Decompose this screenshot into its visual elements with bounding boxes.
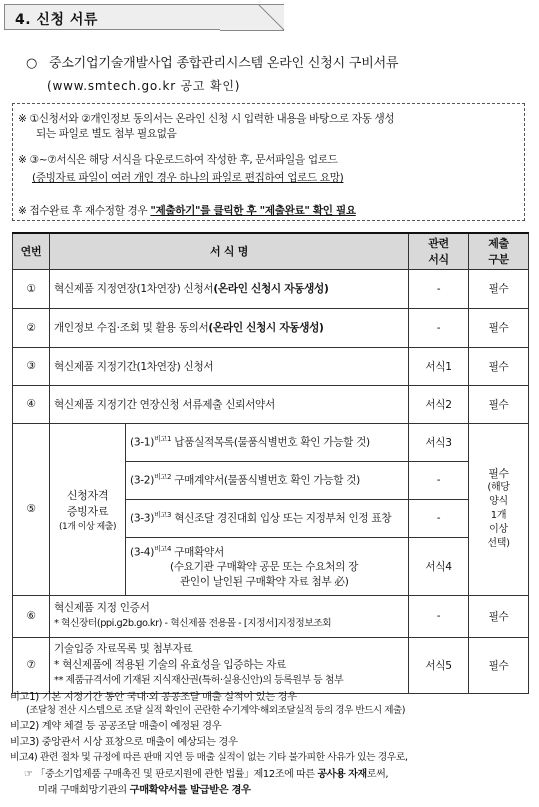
row-related: 서식1 bbox=[409, 347, 469, 385]
row-related: 서식2 bbox=[409, 385, 469, 423]
header-no: 연번 bbox=[13, 233, 50, 269]
table-row bbox=[13, 423, 529, 461]
row-related: - bbox=[409, 461, 469, 499]
row-submit: 필수 bbox=[469, 385, 529, 423]
row-submit: 필수 bbox=[469, 347, 529, 385]
group-label: 신청자격 증빙자료 (1개 이상 제출) bbox=[50, 423, 126, 595]
row-related: - bbox=[409, 595, 469, 637]
note-3-bold: "제출하기"를 클릭한 후 "제출완료" 확인 필요 bbox=[150, 205, 356, 217]
row-related: 서식3 bbox=[409, 423, 469, 461]
footnote-1b: (조달청 전산 시스템으로 조달 실적 확인이 곤란한 수기계약·해외조달실적 등의 경우 반드시 제출) bbox=[26, 705, 406, 716]
table-row bbox=[13, 347, 529, 385]
sub-item-3-4: $(3-4)^{비고4}$ 구매확약서 (수요기관 구매확약 공문 또는 수요처의 장 관인이 날인된 구매확약 자료 첨부 必) bbox=[126, 537, 409, 595]
row-name: 혁신제품 지정연장(1차연장) 신청서(온라인 신청시 자동생성) bbox=[50, 269, 409, 308]
note-1a: ※ ①신청서와 ②개인정보 동의서는 온라인 신청 시 입력한 내용을 바탕으로 자동 생성 bbox=[18, 113, 395, 125]
footnote-2: 비고2) 계약 체결 등 공공조달 매출이 예정된 경우 bbox=[10, 720, 222, 732]
intro-text: 중소기업기술개발사업 종합관리시스템 온라인 신청시 구비서류 bbox=[48, 56, 399, 71]
table-row bbox=[13, 269, 529, 308]
table-row bbox=[13, 595, 529, 637]
section-title: 4. 신청 서류 bbox=[15, 12, 98, 28]
document-table bbox=[12, 232, 529, 694]
note-2a: ※ ③~⑦서식은 해당 서식을 다운로드하여 작성한 후, 문서파일을 업로드 bbox=[18, 154, 338, 166]
row-submit: 필수 bbox=[469, 637, 529, 693]
row-related: 서식5 bbox=[409, 637, 469, 693]
note-2b bbox=[32, 170, 343, 185]
footnote-1a: 비고1) 기본 지정기간 동안 국내·외 공공조달 매출 실적이 있는 경우 bbox=[10, 691, 297, 703]
intro-line-2: (www.smtech.go.kr 공고 확인) bbox=[47, 79, 241, 93]
table-row bbox=[13, 308, 529, 347]
row-no: ⑤ bbox=[13, 423, 50, 595]
footnote-4b: ☞ 「중소기업제품 구매촉진 및 판로지원에 관한 법률」제12조에 따른 공사용 자재로써, bbox=[24, 769, 389, 780]
footnote-4a: 비고4) 관련 절차 및 규정에 따른 판매 지연 등 매출 실적이 없는 기타 불가피한 사유가 있는 경우로, bbox=[10, 752, 408, 763]
table-row bbox=[13, 385, 529, 423]
header-slant bbox=[220, 4, 290, 31]
row-no: ④ bbox=[13, 385, 50, 423]
row-submit: 필수 bbox=[469, 308, 529, 347]
footnote-3: 비고3) 중앙관서 시상 표창으로 매출이 예상되는 경우 bbox=[10, 736, 238, 748]
intro-line-1 bbox=[26, 52, 398, 71]
header-submit: 제출 구분 bbox=[469, 233, 529, 269]
row-submit: 필수 bbox=[469, 269, 529, 308]
table-row bbox=[13, 637, 529, 693]
row-related: - bbox=[409, 269, 469, 308]
row-name: 기술입증 자료목록 및 첨부자료 * 혁신제품에 적용된 기술의 유효성을 입증하는 자료 ** 제품규격서에 기재된 지식재산권(특허·실용신안)의 등록원부 등 첨부 bbox=[50, 637, 409, 693]
row-name: 혁신제품 지정 인증서 * 혁신장터(ppi.g2b.go.kr) - 혁신제품 전용몰 - [지정서]지정정보조회 bbox=[50, 595, 409, 637]
row-no: ③ bbox=[13, 347, 50, 385]
row-submit: 필수 bbox=[469, 595, 529, 637]
row-related: - bbox=[409, 308, 469, 347]
bullet-icon: ○ bbox=[26, 56, 38, 71]
sub-item-3-1: $(3-1)^{비고1}$ 납품실적목록(물품식별번호 확인 가능할 것) bbox=[126, 423, 409, 461]
row-no: ⑥ bbox=[13, 595, 50, 637]
row-related: 서식4 bbox=[409, 537, 469, 595]
row-submit: 필수 (해당 양식 1개 이상 선택) bbox=[469, 423, 529, 595]
header-form: 서 식 명 bbox=[50, 233, 409, 269]
note-3-pre: ※ 접수완료 후 재수정할 경우 bbox=[18, 205, 151, 217]
header-related: 관련 서식 bbox=[409, 233, 469, 269]
row-name: 혁신제품 지정기간 연장신청 서류제출 신뢰서약서 bbox=[50, 385, 409, 423]
note-1b: 되는 파일로 별도 첨부 필요없음 bbox=[36, 128, 177, 140]
footnote-4c: 미래 구매희망기관의 구매확약서를 발급받은 경우 bbox=[38, 784, 251, 796]
row-related: - bbox=[409, 499, 469, 537]
note-2b-text: (증빙자료 파일이 여러 개인 경우 하나의 파일로 편집하여 업로드 요망) bbox=[32, 172, 344, 184]
row-no: ⑦ bbox=[13, 637, 50, 693]
row-no: ② bbox=[13, 308, 50, 347]
sub-item-3-2: $(3-2)^{비고2}$ 구매계약서(물품식별번호 확인 가능할 것) bbox=[126, 461, 409, 499]
note-3 bbox=[18, 203, 356, 218]
row-no: ① bbox=[13, 269, 50, 308]
table-header-row bbox=[13, 233, 529, 269]
row-name: 개인정보 수집·조회 및 활용 동의서(온라인 신청시 자동생성) bbox=[50, 308, 409, 347]
row-name: 혁신제품 지정기간(1차연장) 신청서 bbox=[50, 347, 409, 385]
sub-item-3-3: $(3-3)^{비고3}$ 혁신조달 경진대회 입상 또는 지정부처 인정 표창 bbox=[126, 499, 409, 537]
